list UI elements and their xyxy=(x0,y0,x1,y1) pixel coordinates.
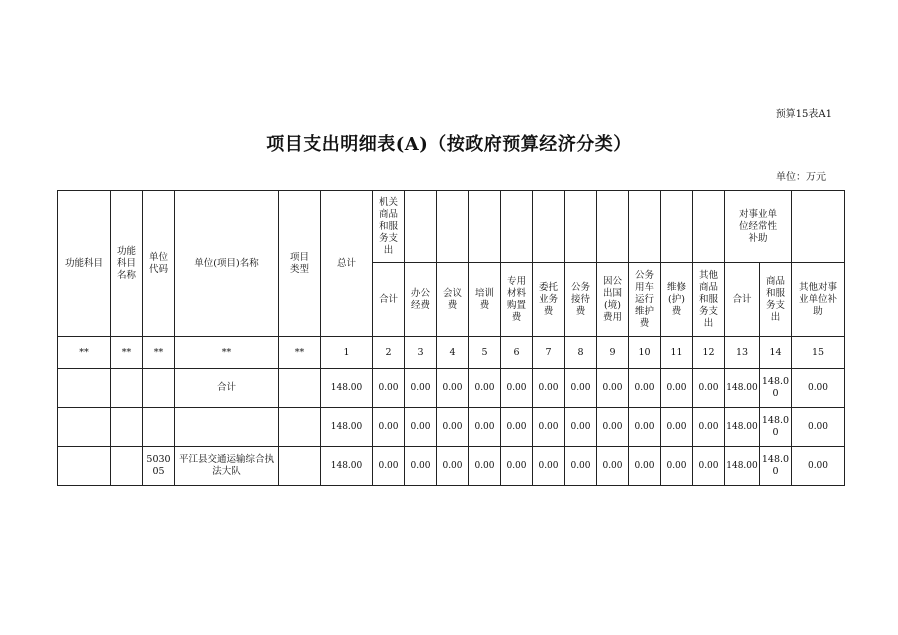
func-name-cell xyxy=(111,408,143,447)
header-entrusted: 委托业务费 xyxy=(533,263,565,337)
index-cell: 3 xyxy=(405,337,437,369)
value-cell: 0.00 xyxy=(597,447,629,486)
unit-code-cell: 503005 xyxy=(143,447,175,486)
value-cell: 148.00 xyxy=(760,369,792,408)
value-cell: 0.00 xyxy=(693,369,725,408)
index-cell: 5 xyxy=(469,337,501,369)
value-cell: 0.00 xyxy=(565,447,597,486)
header-total: 总计 xyxy=(321,191,373,337)
value-cell: 0.00 xyxy=(629,447,661,486)
value-cell: 0.00 xyxy=(373,447,405,486)
index-cell: ** xyxy=(143,337,175,369)
value-cell: 0.00 xyxy=(469,447,501,486)
value-cell: 0.00 xyxy=(661,369,693,408)
budget-table xyxy=(57,190,845,486)
value-cell: 0.00 xyxy=(533,447,565,486)
unit-name-cell: 合计 xyxy=(175,369,279,408)
header-abroad: 因公出国(境)费用 xyxy=(597,263,629,337)
value-cell: 0.00 xyxy=(373,408,405,447)
index-cell: ** xyxy=(58,337,111,369)
value-cell: 0.00 xyxy=(437,369,469,408)
value-cell: 0.00 xyxy=(405,369,437,408)
header-unit-name: 单位(项目)名称 xyxy=(175,191,279,337)
value-cell: 0.00 xyxy=(597,369,629,408)
value-cell: 0.00 xyxy=(629,369,661,408)
table-row xyxy=(58,408,845,447)
index-cell: 14 xyxy=(760,337,792,369)
func-name-cell xyxy=(111,447,143,486)
header-group-b-total: 合计 xyxy=(725,263,760,337)
header-other-subsidy: 其他对事业单位补助 xyxy=(792,263,845,337)
index-cell: ** xyxy=(175,337,279,369)
value-cell: 148.00 xyxy=(321,408,373,447)
index-cell: 6 xyxy=(501,337,533,369)
value-cell: 0.00 xyxy=(565,408,597,447)
index-cell: 7 xyxy=(533,337,565,369)
value-cell: 0.00 xyxy=(597,408,629,447)
index-row xyxy=(58,337,845,369)
table-row xyxy=(58,447,845,486)
index-cell: 1 xyxy=(321,337,373,369)
func-cell xyxy=(58,408,111,447)
value-cell: 0.00 xyxy=(501,447,533,486)
header-unit-code: 单位代码 xyxy=(143,191,175,337)
value-cell: 0.00 xyxy=(661,447,693,486)
index-cell: 15 xyxy=(792,337,845,369)
header-group-b: 对事业单位经常性补助 xyxy=(725,191,792,263)
func-cell xyxy=(58,369,111,408)
form-code: 预算15表A1 xyxy=(775,109,832,120)
page-title: 项目支出明细表(A)（按政府预算经济分类） xyxy=(266,134,632,155)
value-cell: 148.00 xyxy=(760,408,792,447)
header-func-subject: 功能科目 xyxy=(58,191,111,337)
value-cell: 148.00 xyxy=(321,447,373,486)
value-cell: 0.00 xyxy=(661,408,693,447)
table-row xyxy=(58,369,845,408)
value-cell: 0.00 xyxy=(693,447,725,486)
index-cell: 12 xyxy=(693,337,725,369)
value-cell: 0.00 xyxy=(629,408,661,447)
unit-name-cell xyxy=(175,408,279,447)
header-vehicle: 公务用车运行维护费 xyxy=(629,263,661,337)
header-materials: 专用材料购置费 xyxy=(501,263,533,337)
header-other-goods: 其他商品和服务支出 xyxy=(693,263,725,337)
func-name-cell xyxy=(111,369,143,408)
value-cell: 0.00 xyxy=(693,408,725,447)
value-cell: 148.00 xyxy=(321,369,373,408)
value-cell: 0.00 xyxy=(792,408,845,447)
index-cell: 10 xyxy=(629,337,661,369)
header-project-type: 项目类型 xyxy=(279,191,321,337)
func-cell xyxy=(58,447,111,486)
header-meeting: 会议费 xyxy=(437,263,469,337)
index-cell: 13 xyxy=(725,337,760,369)
index-cell: 2 xyxy=(373,337,405,369)
value-cell: 0.00 xyxy=(792,447,845,486)
value-cell: 0.00 xyxy=(533,408,565,447)
value-cell: 0.00 xyxy=(437,447,469,486)
header-group-a-total: 合计 xyxy=(373,263,405,337)
index-cell: 11 xyxy=(661,337,693,369)
index-cell: ** xyxy=(279,337,321,369)
index-cell: 4 xyxy=(437,337,469,369)
value-cell: 148.00 xyxy=(760,447,792,486)
value-cell: 0.00 xyxy=(469,408,501,447)
unit-label: 单位：万元 xyxy=(776,172,826,183)
value-cell: 0.00 xyxy=(405,447,437,486)
header-training: 培训费 xyxy=(469,263,501,337)
value-cell: 0.00 xyxy=(437,408,469,447)
unit-code-cell xyxy=(143,369,175,408)
value-cell: 148.00 xyxy=(725,447,760,486)
index-cell: 8 xyxy=(565,337,597,369)
header-goods-services: 商品和服务支出 xyxy=(760,263,792,337)
header-office: 办公经费 xyxy=(405,263,437,337)
unit-code-cell xyxy=(143,408,175,447)
project-type-cell xyxy=(279,447,321,486)
header-reception: 公务接待费 xyxy=(565,263,597,337)
project-type-cell xyxy=(279,408,321,447)
value-cell: 0.00 xyxy=(405,408,437,447)
header-maintenance: 维修(护)费 xyxy=(661,263,693,337)
value-cell: 0.00 xyxy=(533,369,565,408)
header-func-subject-name: 功能科目名称 xyxy=(111,191,143,337)
value-cell: 0.00 xyxy=(373,369,405,408)
value-cell: 0.00 xyxy=(792,369,845,408)
value-cell: 0.00 xyxy=(501,408,533,447)
project-type-cell xyxy=(279,369,321,408)
index-cell: 9 xyxy=(597,337,629,369)
unit-name-cell: 平江县交通运输综合执法大队 xyxy=(175,447,279,486)
value-cell: 0.00 xyxy=(501,369,533,408)
value-cell: 148.00 xyxy=(725,408,760,447)
index-cell: ** xyxy=(111,337,143,369)
header-row-1 xyxy=(58,191,845,263)
value-cell: 148.00 xyxy=(725,369,760,408)
header-group-a: 机关商品和服务支出 xyxy=(373,191,405,263)
value-cell: 0.00 xyxy=(469,369,501,408)
value-cell: 0.00 xyxy=(565,369,597,408)
